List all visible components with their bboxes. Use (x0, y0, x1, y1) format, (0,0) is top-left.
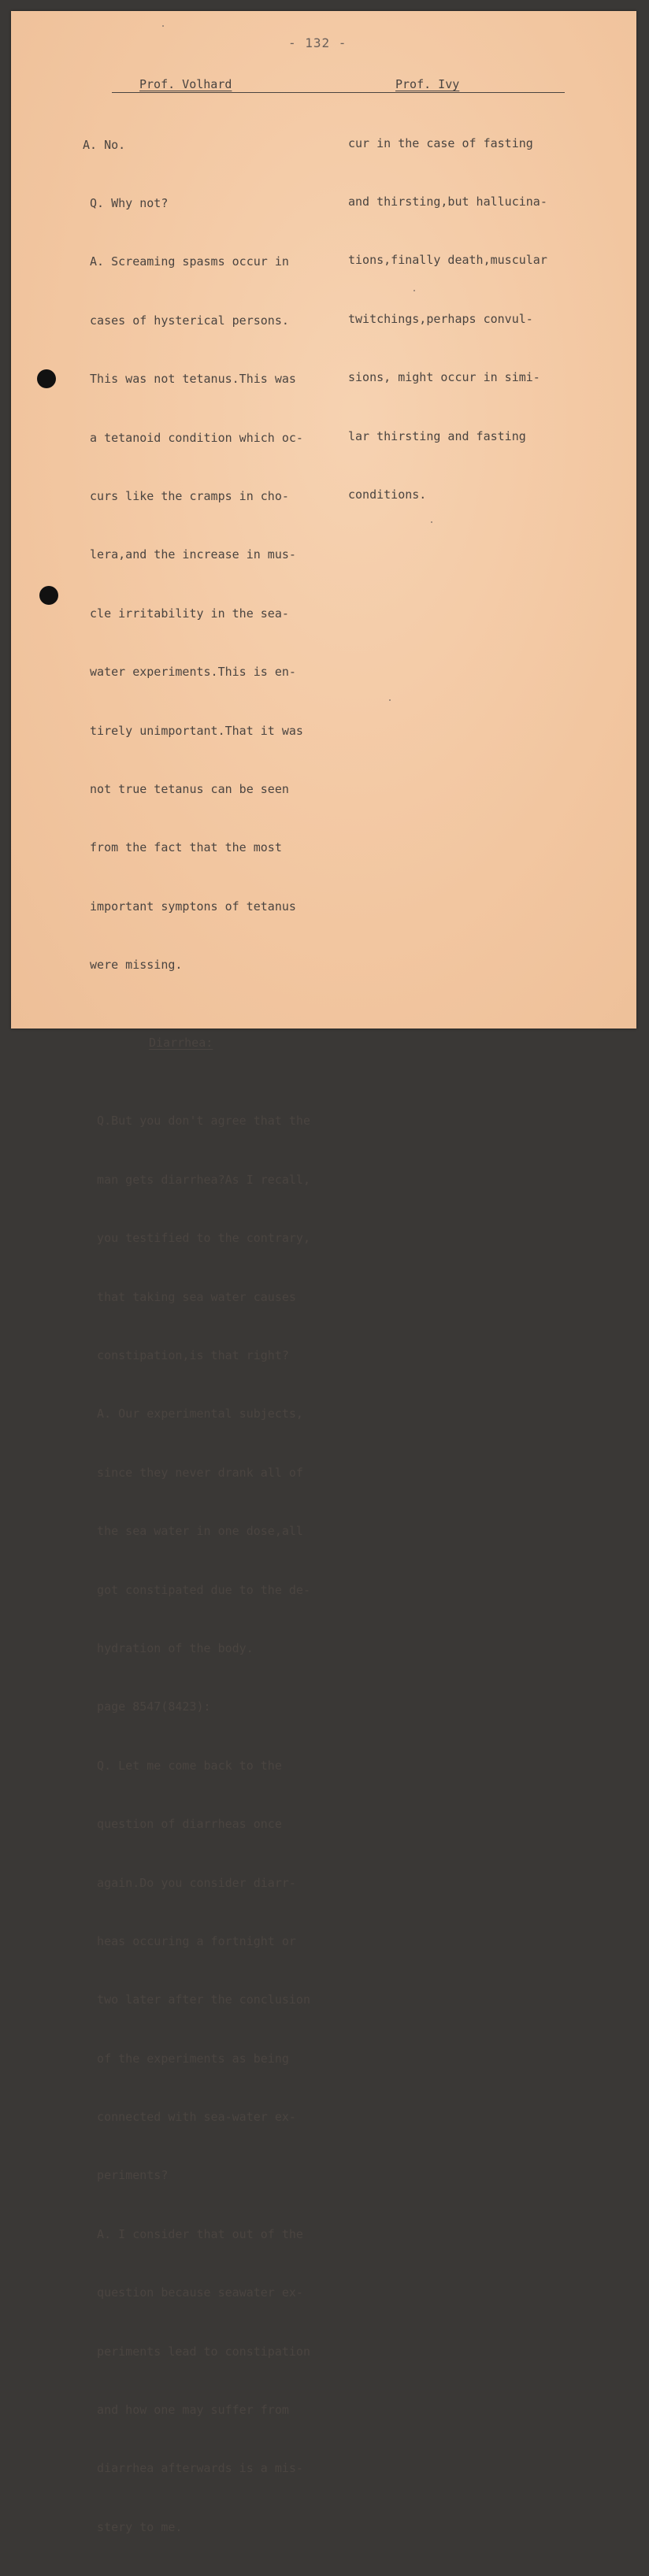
text-line: lar thirsting and fasting (348, 428, 526, 443)
document-page (11, 11, 636, 2534)
text-line: two later after the conclusion (83, 1992, 310, 2007)
text-line: and thirsting,but hallucina- (348, 194, 547, 209)
text-line: This was not tetanus.This was (83, 372, 296, 387)
text-line: Q. Why not? (83, 195, 169, 210)
text-line: sions, might occur in simi- (348, 370, 540, 385)
text-line: from the fact that the most (83, 840, 282, 855)
page-number: - 132 - (288, 35, 347, 50)
text-line: a tetanoid condition which oc- (83, 430, 303, 445)
punch-hole (39, 586, 58, 605)
section-subheading (83, 1033, 310, 1053)
page-reference-line: page 8547(8423): (83, 1699, 211, 1714)
text-line: tions,finally death,muscular (348, 253, 547, 268)
text-line: conditions. (348, 487, 427, 502)
text-line: important symptons of tetanus (83, 899, 296, 914)
text-line: cases of hysterical persons. (83, 313, 289, 328)
text-line: twitchings,perhaps convul- (348, 311, 533, 326)
text-line: A. Screaming spasms occur in (83, 254, 289, 269)
text-line: A. Our experimental subjects, (83, 1407, 303, 1421)
text-line: diarrhea afterwards is a mis- (83, 2461, 303, 2476)
text-line: A. I consider that out of the (83, 2226, 303, 2241)
paper-speck (431, 521, 432, 523)
paper-speck (162, 25, 164, 27)
column-header-left: Prof. Volhard (139, 77, 232, 91)
text-line: hydration of the body. (83, 1640, 254, 1655)
text-line: cle irritability in the sea- (83, 606, 289, 621)
text-line: you testified to the contrary, (83, 1231, 310, 1246)
text-line: cur in the case of fasting (348, 135, 533, 150)
text-line: man gets diarrhea?As I recall, (83, 1172, 310, 1187)
text-line: heas occuring a fortnight or (83, 1933, 296, 1948)
column-header-right: Prof. Ivy (395, 77, 460, 91)
paper-speck (389, 699, 391, 701)
left-column (83, 96, 310, 2576)
text-line: of the experiments as being (83, 2051, 289, 2066)
text-line: again.Do you consider diarr- (83, 1875, 296, 1890)
paper-speck (414, 290, 415, 291)
punch-hole (37, 369, 56, 388)
text-line: question because seawater ex- (83, 2285, 303, 2300)
right-column (348, 95, 547, 543)
text-line: water experiments.This is en- (83, 665, 296, 680)
text-line: connected with sea-water ex- (83, 2110, 296, 2125)
subheading-label: Diarrhea: (149, 1036, 213, 1051)
text-line: periments? (83, 2168, 169, 2183)
text-line: and how one may suffer from (83, 2403, 289, 2418)
text-line: not true tetanus can be seen (83, 781, 289, 796)
text-line: stery to me. (83, 2519, 183, 2534)
text-line: Q. Let me come back to the (83, 1758, 282, 1773)
text-line: curs like the cramps in cho- (83, 488, 289, 503)
text-line: since they never drank all of (83, 1465, 303, 1480)
text-line: got constipated due to the de- (83, 1582, 310, 1597)
text-line: lera,and the increase in mus- (83, 547, 296, 562)
text-line: periments lead to constipation (83, 2344, 310, 2359)
text-line: Q.But you don't agree that the (83, 1114, 310, 1129)
header-divider (112, 92, 565, 93)
text-line: the sea water in one dose,all (83, 1524, 303, 1539)
text-line: tirely unimportant.That it was (83, 723, 303, 738)
text-line: A. No. (83, 137, 126, 152)
text-line: were missing. (83, 958, 183, 973)
text-line: constipation,is that right? (83, 1348, 289, 1362)
text-line: question of diarrheas once (83, 1817, 282, 1832)
text-line: that taking sea water causes (83, 1289, 296, 1304)
